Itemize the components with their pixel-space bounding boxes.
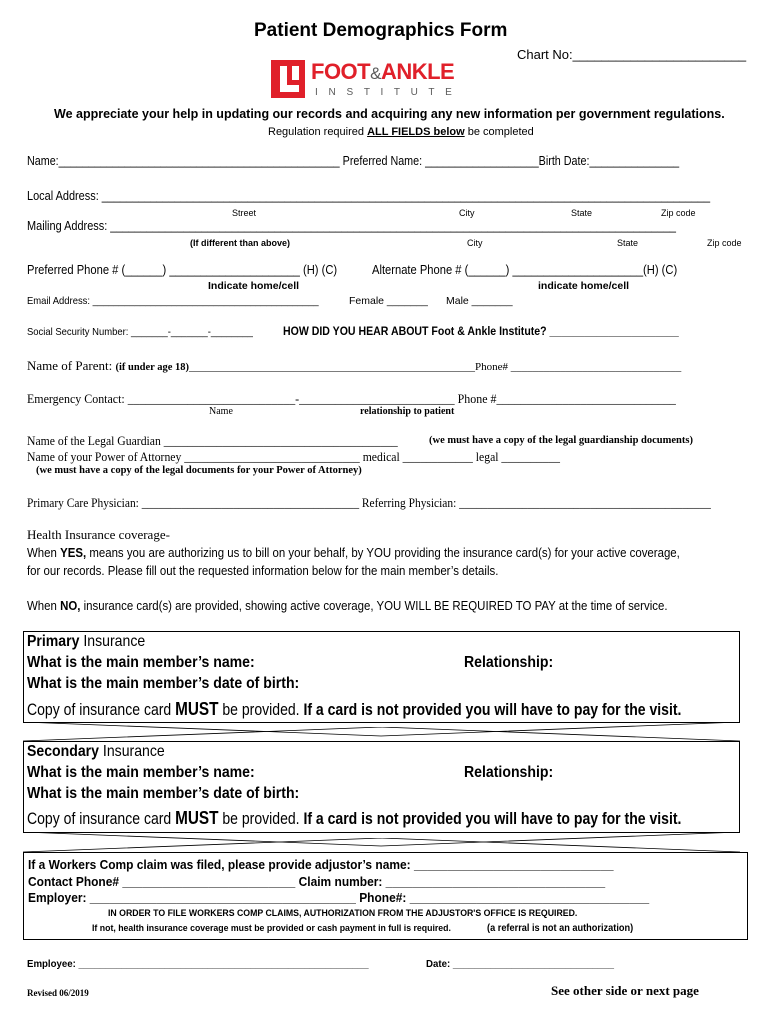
- male-field[interactable]: Male _______: [446, 295, 513, 307]
- primary-relationship-field[interactable]: Relationship:: [464, 654, 554, 671]
- no-post: insurance card(s) are provided, showing active coverage, YOU WILL BE REQUIRED TO PAY at the time of service.: [80, 598, 668, 613]
- workers-comp-box: [23, 852, 748, 940]
- regulation-text: [268, 126, 534, 138]
- parent-row[interactable]: [27, 358, 681, 374]
- yes-explanation-line2: for our records. Please fill out the requested information below for the main member’s details.: [27, 563, 499, 578]
- workers-comp-payment-note: If not, health insurance coverage must be provided or cash payment in full is required.: [92, 923, 451, 934]
- primary-copy-mid: be provided.: [218, 701, 304, 719]
- primary-copy-requirement: [27, 699, 681, 720]
- date-field[interactable]: Date: ______________________________: [426, 958, 615, 970]
- no-bold: NO,: [60, 598, 81, 613]
- city-label: City: [459, 208, 475, 218]
- primary-copy-bold: If a card is not provided you will have to pay for the visit.: [303, 701, 682, 719]
- female-field[interactable]: Female _______: [349, 295, 428, 307]
- if-different-label: (If different than above): [190, 238, 291, 248]
- power-of-attorney-row[interactable]: Name of your Power of Attorney ______________________________ medical ____________ legal __________: [27, 449, 560, 464]
- email-field[interactable]: Email Address: ___________________________________________: [27, 295, 319, 307]
- city2-label: City: [467, 238, 483, 248]
- workers-comp-authorization-note: IN ORDER TO FILE WORKERS COMP CLAIMS, AUTHORIZATION FROM THE ADJUSTOR'S OFFICE IS REQUIRED.: [108, 908, 578, 919]
- street-label: Street: [232, 208, 257, 218]
- state-label: State: [571, 208, 593, 218]
- indicate-home-cell-label-2: indicate home/cell: [538, 280, 630, 292]
- contact-claim-field[interactable]: Contact Phone# __________________________ Claim number: _________________________________: [28, 874, 606, 889]
- zip-label: Zip code: [661, 208, 696, 218]
- parent-label: Name of Parent:: [27, 358, 113, 373]
- revised-date: Revised 06/2019: [27, 988, 89, 998]
- ssn-field[interactable]: Social Security Number: _______-_______-________: [27, 326, 253, 338]
- primary-copy-must: MUST: [175, 699, 219, 719]
- legal-guardian-row[interactable]: [27, 433, 693, 449]
- foot-ankle-logo: [271, 60, 471, 104]
- zip2-label: Zip code: [707, 238, 742, 248]
- regulation-post: be completed: [464, 126, 534, 138]
- secondary-copy-bold: If a card is not provided you will have to pay for the visit.: [303, 810, 682, 828]
- secondary-title-rest: Insurance: [98, 743, 165, 760]
- primary-title-bold: Primary: [27, 633, 80, 650]
- secondary-insurance-title: [27, 743, 165, 761]
- logo-ankle-text: ANKLE: [380, 59, 455, 84]
- preferred-phone-field[interactable]: Preferred Phone # (______) _____________________ (H) (C): [27, 262, 338, 277]
- secondary-copy-mid: be provided.: [218, 810, 304, 828]
- secondary-insurance-box: [23, 741, 740, 833]
- primary-member-name-field[interactable]: What is the main member’s name:: [27, 654, 255, 671]
- secondary-relationship-field[interactable]: Relationship:: [464, 764, 554, 781]
- secondary-member-name-field[interactable]: What is the main member’s name:: [27, 764, 255, 781]
- state2-label: State: [617, 238, 639, 248]
- regulation-underlined: ALL FIELDS below: [367, 126, 465, 138]
- primary-copy-pre: Copy of insurance card: [27, 701, 176, 719]
- page-title: Patient Demographics Form: [254, 20, 508, 41]
- referral-note: (a referral is not an authorization): [487, 923, 634, 934]
- local-address-field[interactable]: Local Address: ____________________________________________________________________________________________________: [27, 189, 711, 203]
- hear-about-field[interactable]: HOW DID YOU HEAR ABOUT Foot & Ankle Institute? ______________________: [283, 324, 679, 338]
- logo-mark-icon: [271, 60, 311, 100]
- primary-insurance-title: [27, 633, 145, 651]
- physician-row[interactable]: Primary Care Physician: ______________________________________ Referring Physician: ____________________________________________: [27, 495, 711, 510]
- primary-insurance-box: [23, 631, 740, 723]
- logo-amp-text: &: [370, 64, 381, 83]
- parent-line[interactable]: ____________________________________________________Phone# _______________________________: [189, 361, 682, 373]
- no-explanation: [27, 598, 668, 613]
- indicate-home-cell-label-1: Indicate home/cell: [208, 280, 300, 292]
- secondary-copy-pre: Copy of insurance card: [27, 810, 176, 828]
- appreciation-text: We appreciate your help in updating our records and acquiring any new information per government regulations.: [54, 107, 725, 121]
- emergency-contact-row[interactable]: Emergency Contact: ____________________________-__________________________ Phone #______________________________: [27, 391, 676, 406]
- parent-note: (if under age 18): [115, 362, 190, 373]
- secondary-title-bold: Secondary: [27, 743, 99, 760]
- emergency-relationship-label: relationship to patient: [360, 406, 455, 417]
- name-fields-row[interactable]: Name:_______________________________________________ Preferred Name: ___________________Birth Date:_______________: [27, 154, 680, 168]
- poa-note: (we must have a copy of the legal documents for your Power of Attorney): [36, 465, 362, 476]
- employer-phone-field[interactable]: Employer: ________________________________________ Phone#: ____________________________________: [28, 890, 650, 905]
- emergency-name-label: Name: [209, 406, 233, 417]
- guardian-field[interactable]: Name of the Legal Guardian ________________________________________: [27, 433, 398, 448]
- secondary-copy-requirement: [27, 808, 681, 829]
- coverage-heading: Health Insurance coverage-: [27, 527, 170, 542]
- regulation-pre: Regulation required: [268, 126, 368, 138]
- yes-pre: When: [27, 545, 61, 560]
- yes-post: means you are authorizing us to bill on your behalf, by YOU providing the insurance card(s) for your active coverage,: [86, 545, 680, 560]
- secondary-member-dob-field[interactable]: What is the main member’s date of birth:: [27, 785, 300, 802]
- logo-institute-text: I N S T I T U T E: [315, 87, 456, 98]
- employee-signature-field[interactable]: Employee: ______________________________________________________: [27, 958, 369, 970]
- logo-foot-text: FOOT: [311, 59, 371, 84]
- chart-number-field[interactable]: Chart No:________________________: [517, 47, 747, 62]
- see-other-side-text: See other side or next page: [551, 983, 699, 998]
- guardian-note: (we must have a copy of the legal guardianship documents): [429, 435, 693, 446]
- secondary-copy-must: MUST: [175, 808, 219, 828]
- mailing-address-field[interactable]: Mailing Address: _____________________________________________________________________________________________: [27, 219, 677, 233]
- yes-explanation: [27, 545, 680, 560]
- yes-bold: YES,: [60, 545, 87, 560]
- primary-member-dob-field[interactable]: What is the main member’s date of birth:: [27, 675, 300, 692]
- no-pre: When: [27, 598, 61, 613]
- adjustor-name-field[interactable]: If a Workers Comp claim was filed, please provide adjustor’s name: ______________________________: [28, 857, 614, 872]
- primary-title-rest: Insurance: [79, 633, 146, 650]
- alternate-phone-field[interactable]: Alternate Phone # (______) _____________________(H) (C): [372, 262, 678, 277]
